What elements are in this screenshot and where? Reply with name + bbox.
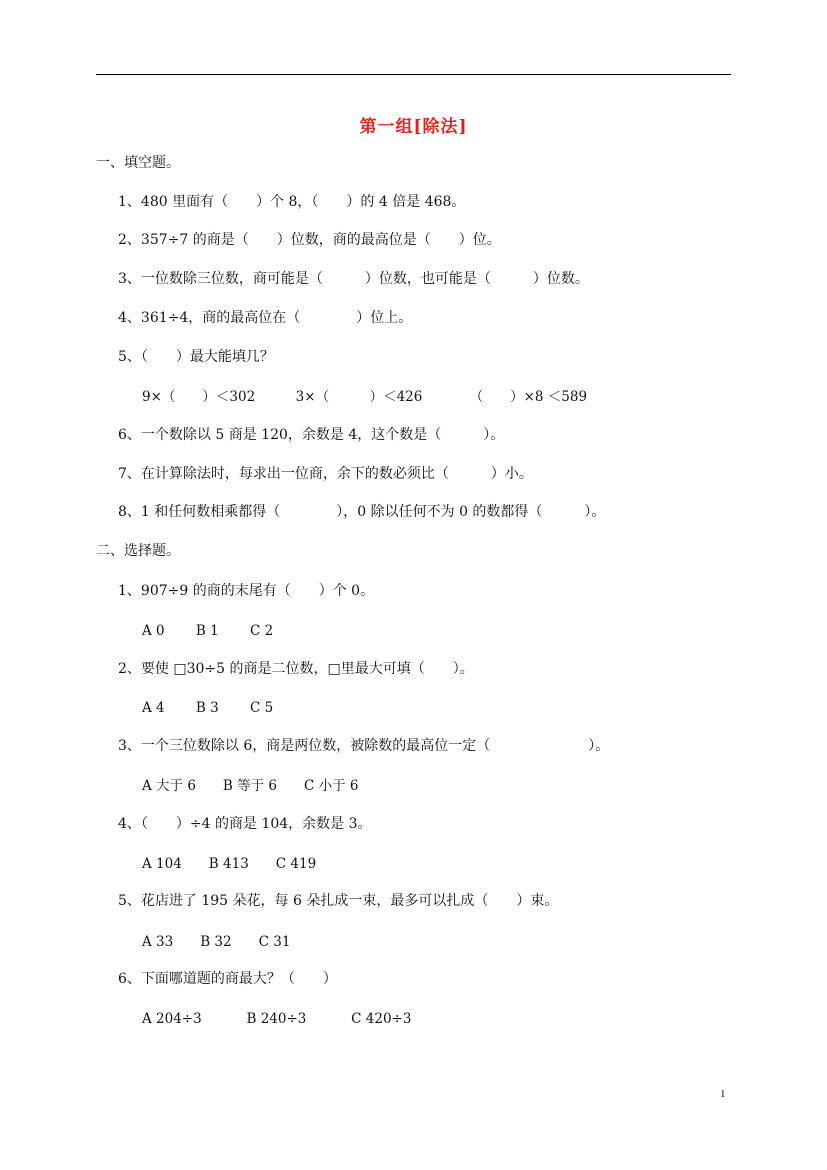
fill-question-6: 6、一个数除以 5 商是 120，余数是 4，这个数是（ ）。 (118, 427, 505, 443)
section-heading-fill-blanks: 一、填空题。 (96, 155, 180, 171)
fill-question-5: 5、（ ）最大能填几？ (118, 349, 274, 365)
fill-question-3: 3、一位数除三位数，商可能是（ ）位数，也可能是（ ）位数。 (118, 271, 589, 287)
choice-options-2: A 4 B 3 C 5 (142, 700, 274, 716)
choice-question-3: 3、一个三位数除以 6，商是两位数，被除数的最高位一定（ ）。 (118, 738, 610, 754)
choice-options-5: A 33 B 32 C 31 (142, 934, 291, 950)
fill-question-7: 7、在计算除法时，每求出一位商，余下的数必须比（ ）小。 (118, 466, 533, 482)
fill-question-1: 1、480 里面有（ ）个 8，（ ）的 4 倍是 468。 (118, 194, 466, 210)
choice-question-2: 2、要使 □30÷5 的商是二位数，□里最大可填（ ）。 (118, 661, 474, 677)
fill-question-4: 4、361÷4，商的最高位在（ ）位上。 (118, 310, 413, 326)
section-heading-multiple-choice: 二、选择题。 (96, 543, 180, 559)
choice-question-1: 1、907÷9 的商的末尾有（ ）个 0。 (118, 583, 375, 599)
page-title: 第一组[除法] (359, 117, 468, 137)
fill-question-2: 2、357÷7 的商是（ ）位数，商的最高位是（ ）位。 (118, 232, 501, 248)
choice-options-6: A 204÷3 B 240÷3 C 420÷3 (142, 1011, 412, 1027)
choice-question-6: 6、下面哪道题的商最大？（ ） (118, 971, 337, 987)
page-number: 1 (720, 1088, 726, 1100)
choice-options-1: A 0 B 1 C 2 (142, 623, 274, 639)
choice-options-4: A 104 B 413 C 419 (142, 856, 317, 872)
header-rule (96, 74, 731, 75)
fill-question-8: 8、1 和任何数相乘都得（ ），0 除以任何不为 0 的数都得（ ）。 (118, 504, 606, 520)
choice-question-4: 4、（ ）÷4 的商是 104，余数是 3。 (118, 816, 372, 832)
choice-question-5: 5、花店进了 195 朵花，每 6 朵扎成一束，最多可以扎成（ ）束。 (118, 893, 559, 909)
fill-question-5-parts: 9×（ ）＜302 3×（ ）＜426 （ ）×8 ＜589 (142, 389, 588, 405)
choice-options-3: A 大于 6 B 等于 6 C 小于 6 (142, 778, 359, 794)
